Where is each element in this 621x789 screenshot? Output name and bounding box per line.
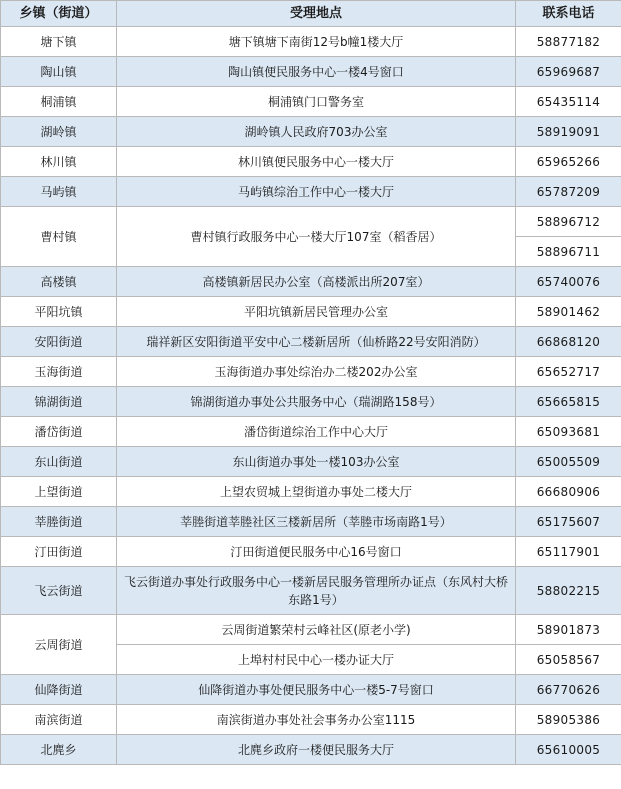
place-cell: 林川镇便民服务中心一楼大厅 (117, 147, 516, 177)
table-row (1, 27, 621, 57)
town-cell: 玉海街道 (1, 357, 117, 387)
table-body (1, 27, 621, 765)
header-place: 受理地点 (117, 1, 516, 27)
place-cell: 曹村镇行政服务中心一楼大厅107室（稻香居） (117, 207, 516, 267)
town-cell: 南滨街道 (1, 705, 117, 735)
place-cell: 仙降街道办事处便民服务中心一楼5-7号窗口 (117, 675, 516, 705)
table-row (1, 417, 621, 447)
place-cell: 潘岱街道综治工作中心大厅 (117, 417, 516, 447)
table-row (1, 477, 621, 507)
table-row (1, 87, 621, 117)
header-town: 乡镇（街道） (1, 1, 117, 27)
phone-cell: 58901462 (516, 297, 621, 327)
phone-cell: 65969687 (516, 57, 621, 87)
place-cell: 锦湖街道办事处公共服务中心（瑞湖路158号） (117, 387, 516, 417)
phone-cell: 65665815 (516, 387, 621, 417)
table-row (1, 357, 621, 387)
table-row (1, 57, 621, 87)
table-row (1, 147, 621, 177)
table-row (1, 387, 621, 417)
town-cell: 陶山镇 (1, 57, 117, 87)
phone-cell: 58896712 (516, 207, 621, 237)
town-cell: 林川镇 (1, 147, 117, 177)
table-row (1, 705, 621, 735)
town-cell: 塘下镇 (1, 27, 117, 57)
table-row (1, 735, 621, 765)
place-cell: 东山街道办事处一楼103办公室 (117, 447, 516, 477)
place-cell: 湖岭镇人民政府703办公室 (117, 117, 516, 147)
phone-cell: 65093681 (516, 417, 621, 447)
phone-cell: 58802215 (516, 567, 621, 615)
phone-cell: 58877182 (516, 27, 621, 57)
table-row (1, 507, 621, 537)
town-cell: 莘塍街道 (1, 507, 117, 537)
place-cell: 飞云街道办事处行政服务中心一楼新居民服务管理所办证点（东风村大桥东路1号） (117, 567, 516, 615)
phone-cell: 65652717 (516, 357, 621, 387)
place-cell: 桐浦镇门口警务室 (117, 87, 516, 117)
table-row (1, 207, 621, 237)
place-cell: 莘塍街道莘塍社区三楼新居所（莘塍市场南路1号） (117, 507, 516, 537)
town-cell: 曹村镇 (1, 207, 117, 267)
table-row (1, 177, 621, 207)
place-cell: 北麂乡政府一楼便民服务大厅 (117, 735, 516, 765)
town-cell: 飞云街道 (1, 567, 117, 615)
town-cell: 高楼镇 (1, 267, 117, 297)
phone-cell: 65787209 (516, 177, 621, 207)
town-cell: 马屿镇 (1, 177, 117, 207)
place-cell: 云周街道繁荣村云峰社区(原老小学) (117, 615, 516, 645)
table-row (1, 615, 621, 645)
town-cell: 云周街道 (1, 615, 117, 675)
table-row (1, 537, 621, 567)
town-cell: 锦湖街道 (1, 387, 117, 417)
town-cell: 北麂乡 (1, 735, 117, 765)
phone-cell: 66680906 (516, 477, 621, 507)
phone-cell: 65965266 (516, 147, 621, 177)
table-row (1, 117, 621, 147)
town-cell: 平阳坑镇 (1, 297, 117, 327)
town-cell: 湖岭镇 (1, 117, 117, 147)
table-row (1, 327, 621, 357)
phone-cell: 66770626 (516, 675, 621, 705)
phone-cell: 65117901 (516, 537, 621, 567)
town-cell: 仙降街道 (1, 675, 117, 705)
place-cell: 高楼镇新居民办公室（高楼派出所207室） (117, 267, 516, 297)
place-cell: 陶山镇便民服务中心一楼4号窗口 (117, 57, 516, 87)
table-row (1, 675, 621, 705)
town-cell: 潘岱街道 (1, 417, 117, 447)
place-cell: 瑞祥新区安阳街道平安中心二楼新居所（仙桥路22号安阳消防） (117, 327, 516, 357)
phone-cell: 66868120 (516, 327, 621, 357)
place-cell: 上望农贸城上望街道办事处二楼大厅 (117, 477, 516, 507)
table-row (1, 447, 621, 477)
place-cell: 南滨街道办事处社会事务办公室1115 (117, 705, 516, 735)
place-cell: 汀田街道便民服务中心16号窗口 (117, 537, 516, 567)
table-row (1, 267, 621, 297)
place-cell: 平阳坑镇新居民管理办公室 (117, 297, 516, 327)
table-row (1, 567, 621, 615)
phone-cell: 65175607 (516, 507, 621, 537)
phone-cell: 65005509 (516, 447, 621, 477)
phone-cell: 65058567 (516, 645, 621, 675)
table-row (1, 297, 621, 327)
phone-cell: 65435114 (516, 87, 621, 117)
phone-cell: 65610005 (516, 735, 621, 765)
header-phone: 联系电话 (516, 1, 621, 27)
phone-cell: 58901873 (516, 615, 621, 645)
place-cell: 塘下镇塘下南街12号b幢1楼大厅 (117, 27, 516, 57)
place-cell: 马屿镇综治工作中心一楼大厅 (117, 177, 516, 207)
place-cell: 上埠村村民中心一楼办证大厅 (117, 645, 516, 675)
town-cell: 上望街道 (1, 477, 117, 507)
town-cell: 汀田街道 (1, 537, 117, 567)
town-cell: 安阳街道 (1, 327, 117, 357)
phone-cell: 58896711 (516, 237, 621, 267)
town-cell: 桐浦镇 (1, 87, 117, 117)
place-cell: 玉海街道办事处综治办二楼202办公室 (117, 357, 516, 387)
phone-cell: 58919091 (516, 117, 621, 147)
town-cell: 东山街道 (1, 447, 117, 477)
phone-cell: 58905386 (516, 705, 621, 735)
phone-cell: 65740076 (516, 267, 621, 297)
header-row (1, 1, 621, 27)
